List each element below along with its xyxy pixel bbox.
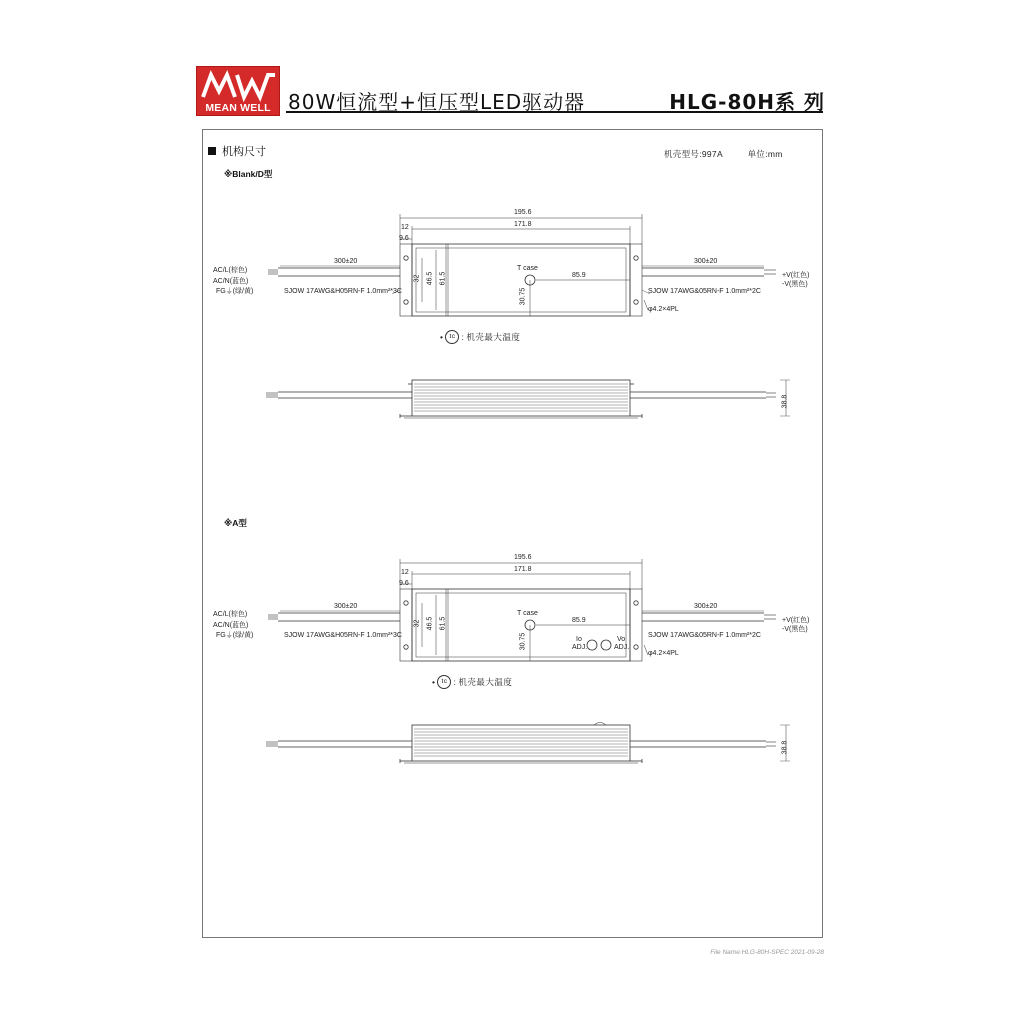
dim-46-5-a: 46.5 [426,616,434,631]
variant-label-blank-d: ※Blank/D型 [224,169,273,179]
dim-30-75-a: 30.75 [519,632,527,651]
cable-length-left-a: 300±20 [334,603,358,610]
tc-symbol-icon-a: tc [437,675,451,689]
unit-label: 单位:mm [747,149,783,159]
dim-side-height: 38.8 [781,394,789,409]
tc-note-text-a: 机壳最大温度 [458,677,513,687]
tc-note-a: • tc : 机壳最大温度 [432,677,513,687]
dim-inner-a: 171.8 [514,566,532,573]
dim-9-6: 9.6 [399,235,409,242]
wire-plus-v: +V(红色) [782,272,810,279]
tc-note: • tc : 机壳最大温度 [440,332,521,342]
cable-length-right-a: 300±20 [694,603,718,610]
io-label: Io [576,636,582,643]
vo-label: Vo [617,636,626,643]
tcase-label-a: T case [517,610,538,617]
dim-12-a: 12 [401,569,409,576]
dim-30-75: 30.75 [519,287,527,306]
cable-length-right: 300±20 [694,258,718,265]
vo-adj-potentiometer-icon [601,640,611,650]
dim-61-5-a: 61.5 [439,616,447,631]
dim-12: 12 [401,224,409,231]
wire-acl-a: AC/L(棕色) [213,611,248,618]
wire-minus-v-a: -V(黑色) [782,626,808,633]
dim-32: 32 [413,274,421,283]
case-number: 机壳型号:997A [664,149,723,159]
tcase-label: T case [517,265,538,272]
wire-fg-a: FG⏚(绿/黄) [216,632,254,639]
mount-hole-spec: φ4.2×4PL [648,306,679,313]
dim-inner: 171.8 [514,221,532,228]
side-view-body-a [412,725,630,761]
input-cable-spec: SJOW 17AWG&H05RN-F 1.0mm²*3C [284,288,402,295]
input-cable-spec-a: SJOW 17AWG&H05RN-F 1.0mm²*3C [284,632,402,639]
vo-adj-label: ADJ. [614,644,630,651]
output-cable-spec-a: SJOW 17AWG&05RN-F 1.0mm²*2C [648,632,761,639]
dim-side-height-a: 38.8 [781,740,789,755]
dim-46-5: 46.5 [426,271,434,286]
dim-61-5: 61.5 [439,271,447,286]
output-cable-spec: SJOW 17AWG&05RN-F 1.0mm²*2C [648,288,761,295]
section-title-text: 机构尺寸 [222,146,266,158]
wire-acn: AC/N(蓝色) [213,278,249,285]
wire-plus-v-a: +V(红色) [782,617,810,624]
dim-overall-a: 195.6 [514,554,532,561]
wire-acl: AC/L(棕色) [213,267,248,274]
dim-32-a: 32 [413,619,421,628]
dim-overall: 195.6 [514,209,532,216]
wire-minus-v: -V(黑色) [782,281,808,288]
dim-9-6-a: 9.6 [399,580,409,587]
file-name-footer: File Name:HLG-80H-SPEC 2021-09-28 [710,949,824,956]
dim-85-9-a: 85.9 [572,617,586,624]
wire-fg: FG⏚(绿/黄) [216,288,254,295]
cable-length-left: 300±20 [334,258,358,265]
variant-label-a: ※A型 [224,518,247,528]
page-title: 80W恒流型+恒压型LED驱动器 [288,90,586,114]
wire-acn-a: AC/N(蓝色) [213,622,249,629]
tc-note-text: 机壳最大温度 [466,332,521,342]
mount-hole-spec-a: φ4.2×4PL [648,650,679,657]
logo-brand-text: MEAN WELL [205,102,271,114]
dim-85-9: 85.9 [572,272,586,279]
io-adj-potentiometer-icon [587,640,597,650]
series-title: HLG-80H系 列 [669,90,825,114]
io-adj-label: ADJ. [572,644,588,651]
tc-symbol-icon: tc [445,330,459,344]
